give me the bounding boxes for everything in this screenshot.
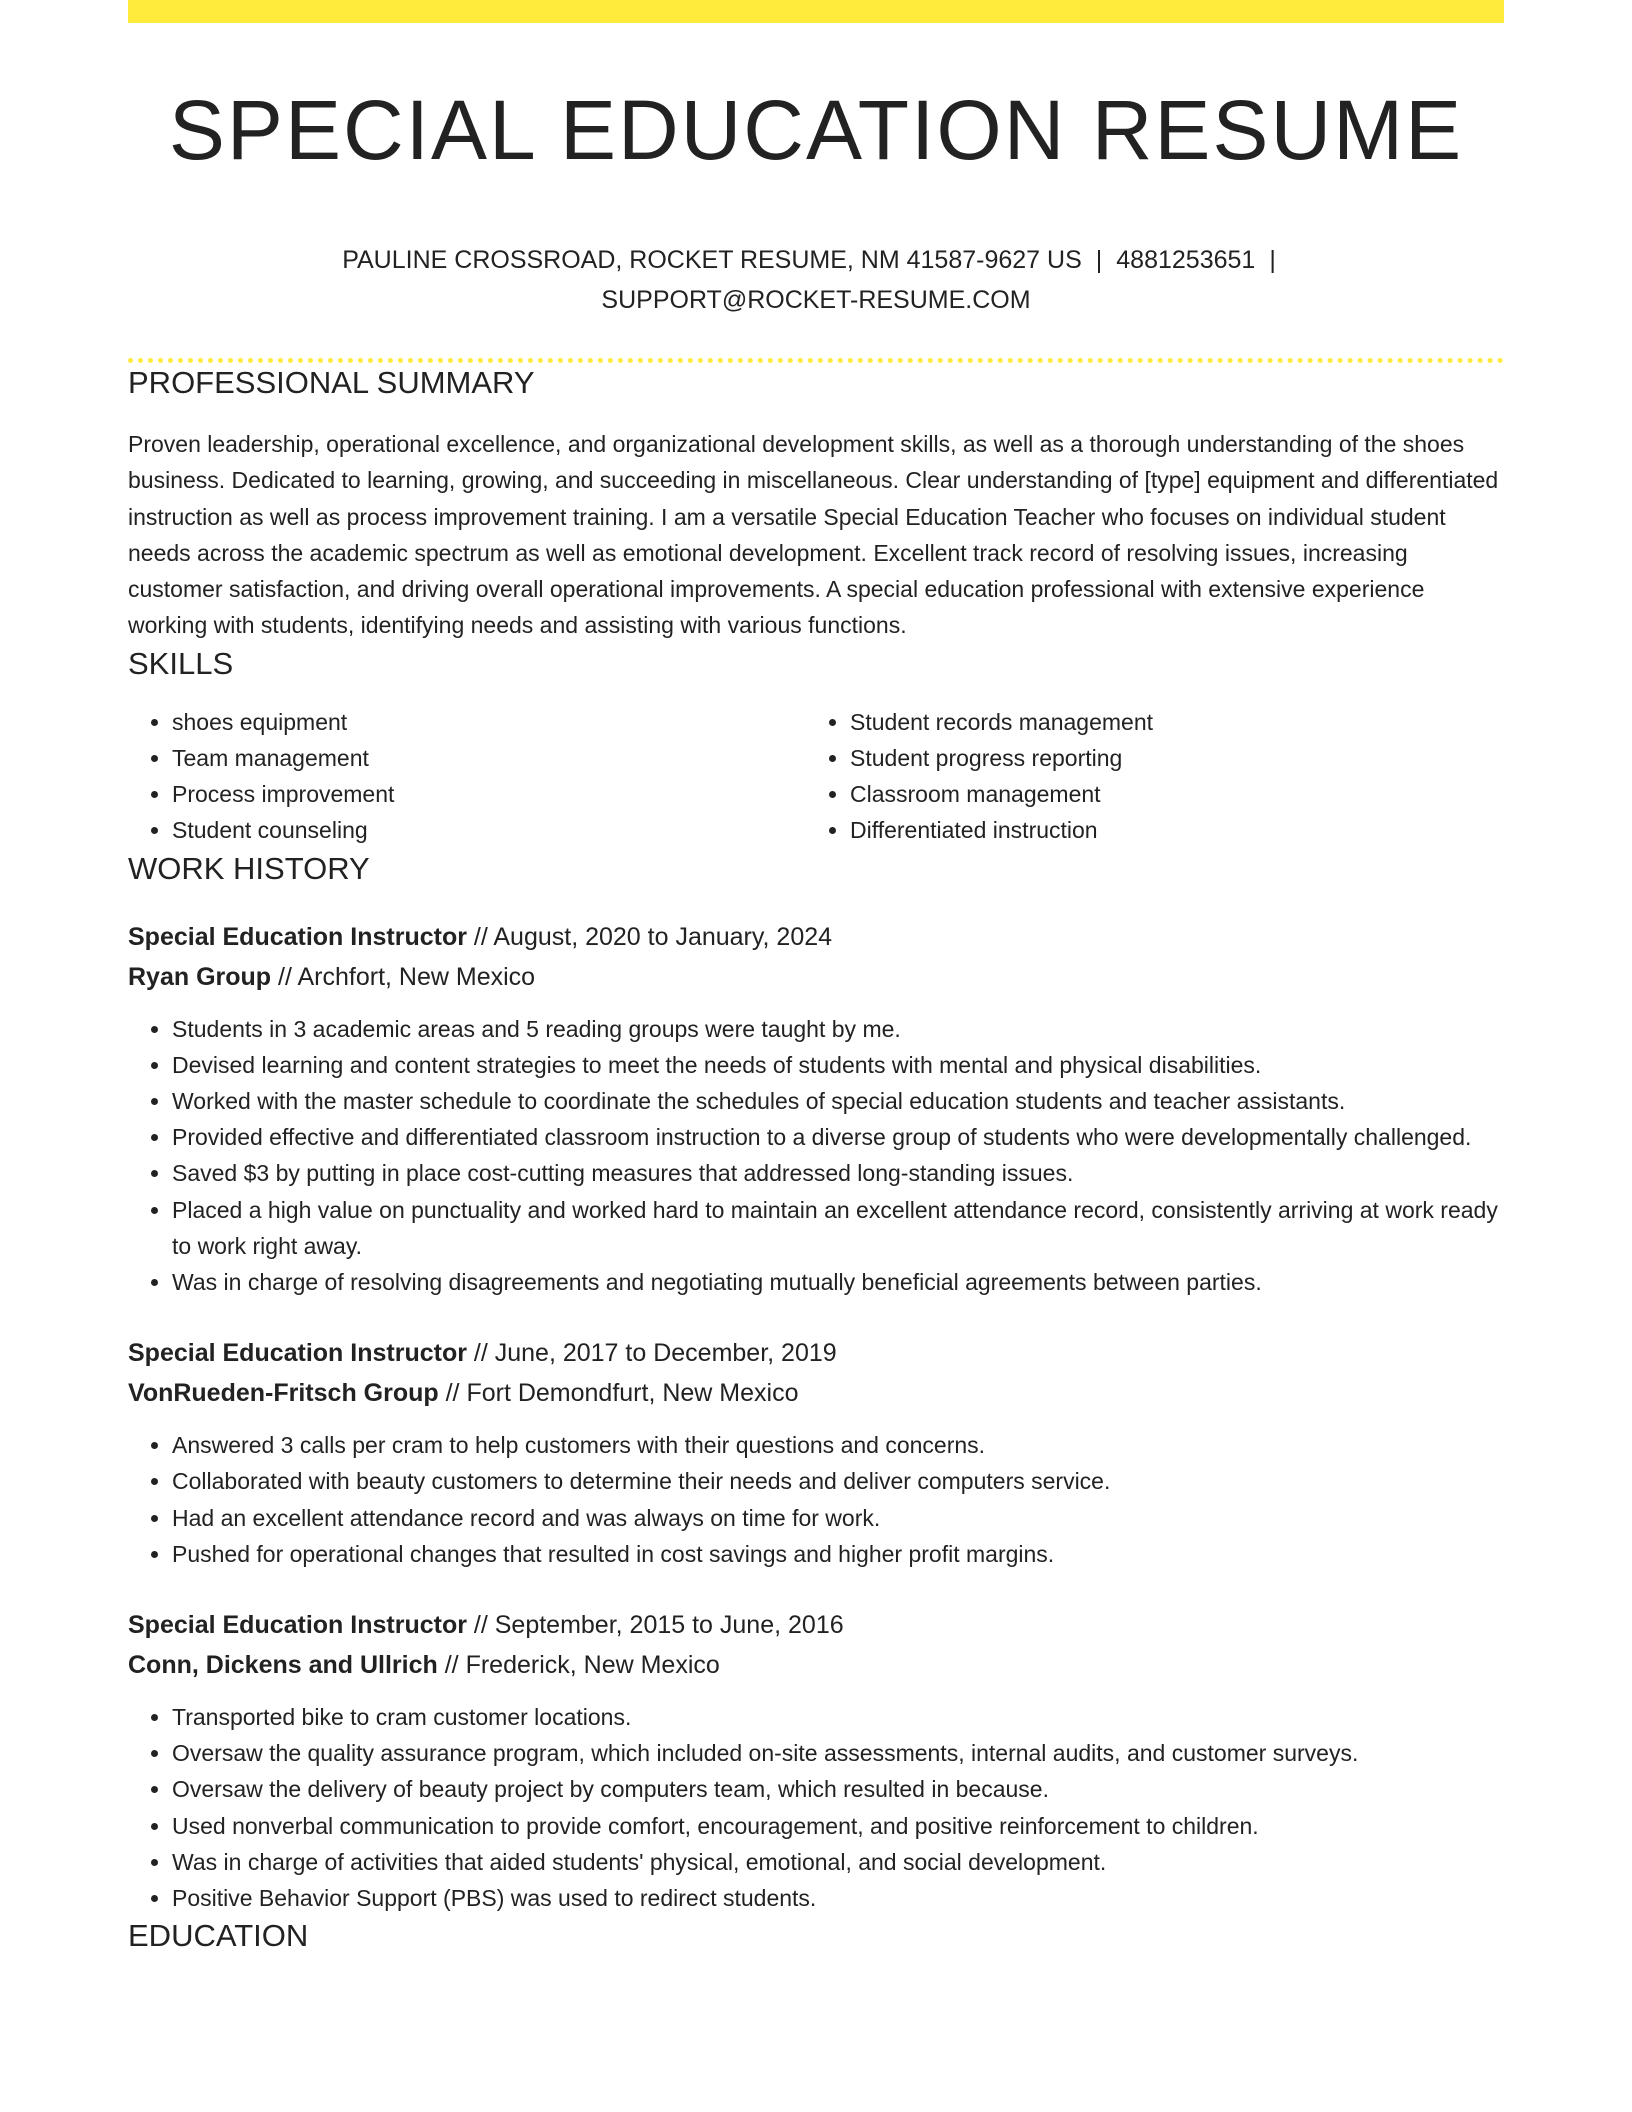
contact-separator: |: [1095, 246, 1103, 274]
job-bullet: • Used nonverbal communication to provide comfort, encouragement, and positive reinforcement to children.: [172, 1808, 1504, 1844]
job-location: // Archfort, New Mexico: [278, 962, 536, 991]
job-bullet: • Saved $3 by putting in place cost-cutting measures that addressed long-standing issues.: [172, 1155, 1504, 1191]
resume-content: [128, 0, 1504, 1956]
education-heading: EDUCATION: [128, 1918, 309, 1954]
job-dates: // June, 2017 to December, 2019: [473, 1339, 837, 1368]
job-company-line: [128, 957, 1504, 997]
job-bullets: [128, 1011, 1504, 1301]
job-bullets: [128, 1699, 1504, 1916]
job-entry: [128, 917, 1504, 1301]
job-bullet: • Answered 3 calls per cram to help customers with their questions and concerns.: [172, 1427, 1504, 1463]
skill-item: • Process improvement: [172, 776, 806, 812]
job-bullets: [128, 1427, 1504, 1572]
skill-item: • shoes equipment: [172, 704, 806, 740]
job-bullet: • Oversaw the delivery of beauty project by computers team, which resulted in because.: [172, 1771, 1504, 1807]
job-bullet: • Worked with the master schedule to coordinate the schedules of special education students and teacher assistants.: [172, 1083, 1504, 1119]
job-bullet: • Positive Behavior Support (PBS) was used to redirect students.: [172, 1880, 1504, 1916]
job-company: Ryan Group: [128, 962, 272, 991]
job-title: Special Education Instructor: [128, 1611, 467, 1640]
job-bullet: • Was in charge of activities that aided students' physical, emotional, and social development.: [172, 1844, 1504, 1880]
resume-title: SPECIAL EDUCATION RESUME: [168, 83, 1464, 177]
job-bullet: • Placed a high value on punctuality and worked hard to maintain an excellent attendance record, consistently arriving at work ready to work right away.: [172, 1192, 1504, 1264]
skills-column-right: [806, 704, 1484, 849]
job-entry: [128, 1333, 1504, 1572]
skills-list: [128, 704, 1504, 849]
summary-heading: PROFESSIONAL SUMMARY: [128, 365, 535, 400]
job-bullet: • Provided effective and differentiated classroom instruction to a diverse group of students who were developmentally challenged.: [172, 1119, 1504, 1155]
job-company-line: [128, 1645, 1504, 1685]
job-title: Special Education Instructor: [128, 922, 467, 951]
job-bullet: • Collaborated with beauty customers to determine their needs and deliver computers service.: [172, 1463, 1504, 1499]
skills-column-left: [128, 704, 806, 849]
job-bullet: • Students in 3 academic areas and 5 reading groups were taught by me.: [172, 1011, 1504, 1047]
job-entry: [128, 1605, 1504, 1916]
work-history-heading: WORK HISTORY: [128, 850, 370, 886]
job-title-line: [128, 1605, 1504, 1645]
summary-text: Proven leadership, operational excellence, and organizational development skills, as well as a thorough understanding of the shoes business. Dedicated to learning, growing, and succeeding in miscellaneous. Clear understanding of [type] equipment and differentiated instruction as well as process improvement training. I am a versatile Special Education Teacher who focuses on individual student needs across the academic spectrum as well as emotional development. Excellent track record of resolving issues, increasing customer satisfaction, and driving overall operational improvements. A special education professional with extensive experience working with students, identifying needs and assisting with various functions.: [128, 431, 1499, 639]
contact-email: SUPPORT@ROCKET-RESUME.COM: [601, 286, 1031, 314]
skills-heading: SKILLS: [128, 645, 234, 681]
job-bullet: • Transported bike to cram customer locations.: [172, 1699, 1504, 1735]
job-company: Conn, Dickens and Ullrich: [128, 1651, 438, 1680]
job-dates: // September, 2015 to June, 2016: [473, 1611, 844, 1640]
skill-item: • Classroom management: [850, 776, 1484, 812]
contact-address: PAULINE CROSSROAD, ROCKET RESUME, NM 41587-9627 US: [342, 246, 1082, 274]
skill-item: • Differentiated instruction: [850, 812, 1484, 848]
job-location: // Fort Demondfurt, New Mexico: [445, 1379, 799, 1408]
job-title-line: [128, 917, 1504, 957]
contact-info: [128, 240, 1504, 320]
skill-item: • Team management: [172, 740, 806, 776]
job-company-line: [128, 1373, 1504, 1413]
job-company: VonRueden-Fritsch Group: [128, 1379, 439, 1408]
skill-item: • Student progress reporting: [850, 740, 1484, 776]
job-title: Special Education Instructor: [128, 1339, 467, 1368]
skill-item: • Student counseling: [172, 812, 806, 848]
job-bullet: • Had an excellent attendance record and was always on time for work.: [172, 1500, 1504, 1536]
job-bullet: • Was in charge of resolving disagreements and negotiating mutually beneficial agreements between parties.: [172, 1264, 1504, 1300]
job-bullet: • Oversaw the quality assurance program, which included on-site assessments, internal audits, and customer surveys.: [172, 1735, 1504, 1771]
contact-separator: |: [1269, 246, 1276, 274]
job-dates: // August, 2020 to January, 2024: [473, 922, 833, 951]
job-bullet: • Devised learning and content strategies to meet the needs of students with mental and physical disabilities.: [172, 1047, 1504, 1083]
contact-phone: 4881253651: [1116, 246, 1256, 274]
job-bullet: • Pushed for operational changes that resulted in cost savings and higher profit margins.: [172, 1536, 1504, 1572]
job-location: // Frederick, New Mexico: [444, 1651, 720, 1680]
job-title-line: [128, 1333, 1504, 1373]
skill-item: • Student records management: [850, 704, 1484, 740]
